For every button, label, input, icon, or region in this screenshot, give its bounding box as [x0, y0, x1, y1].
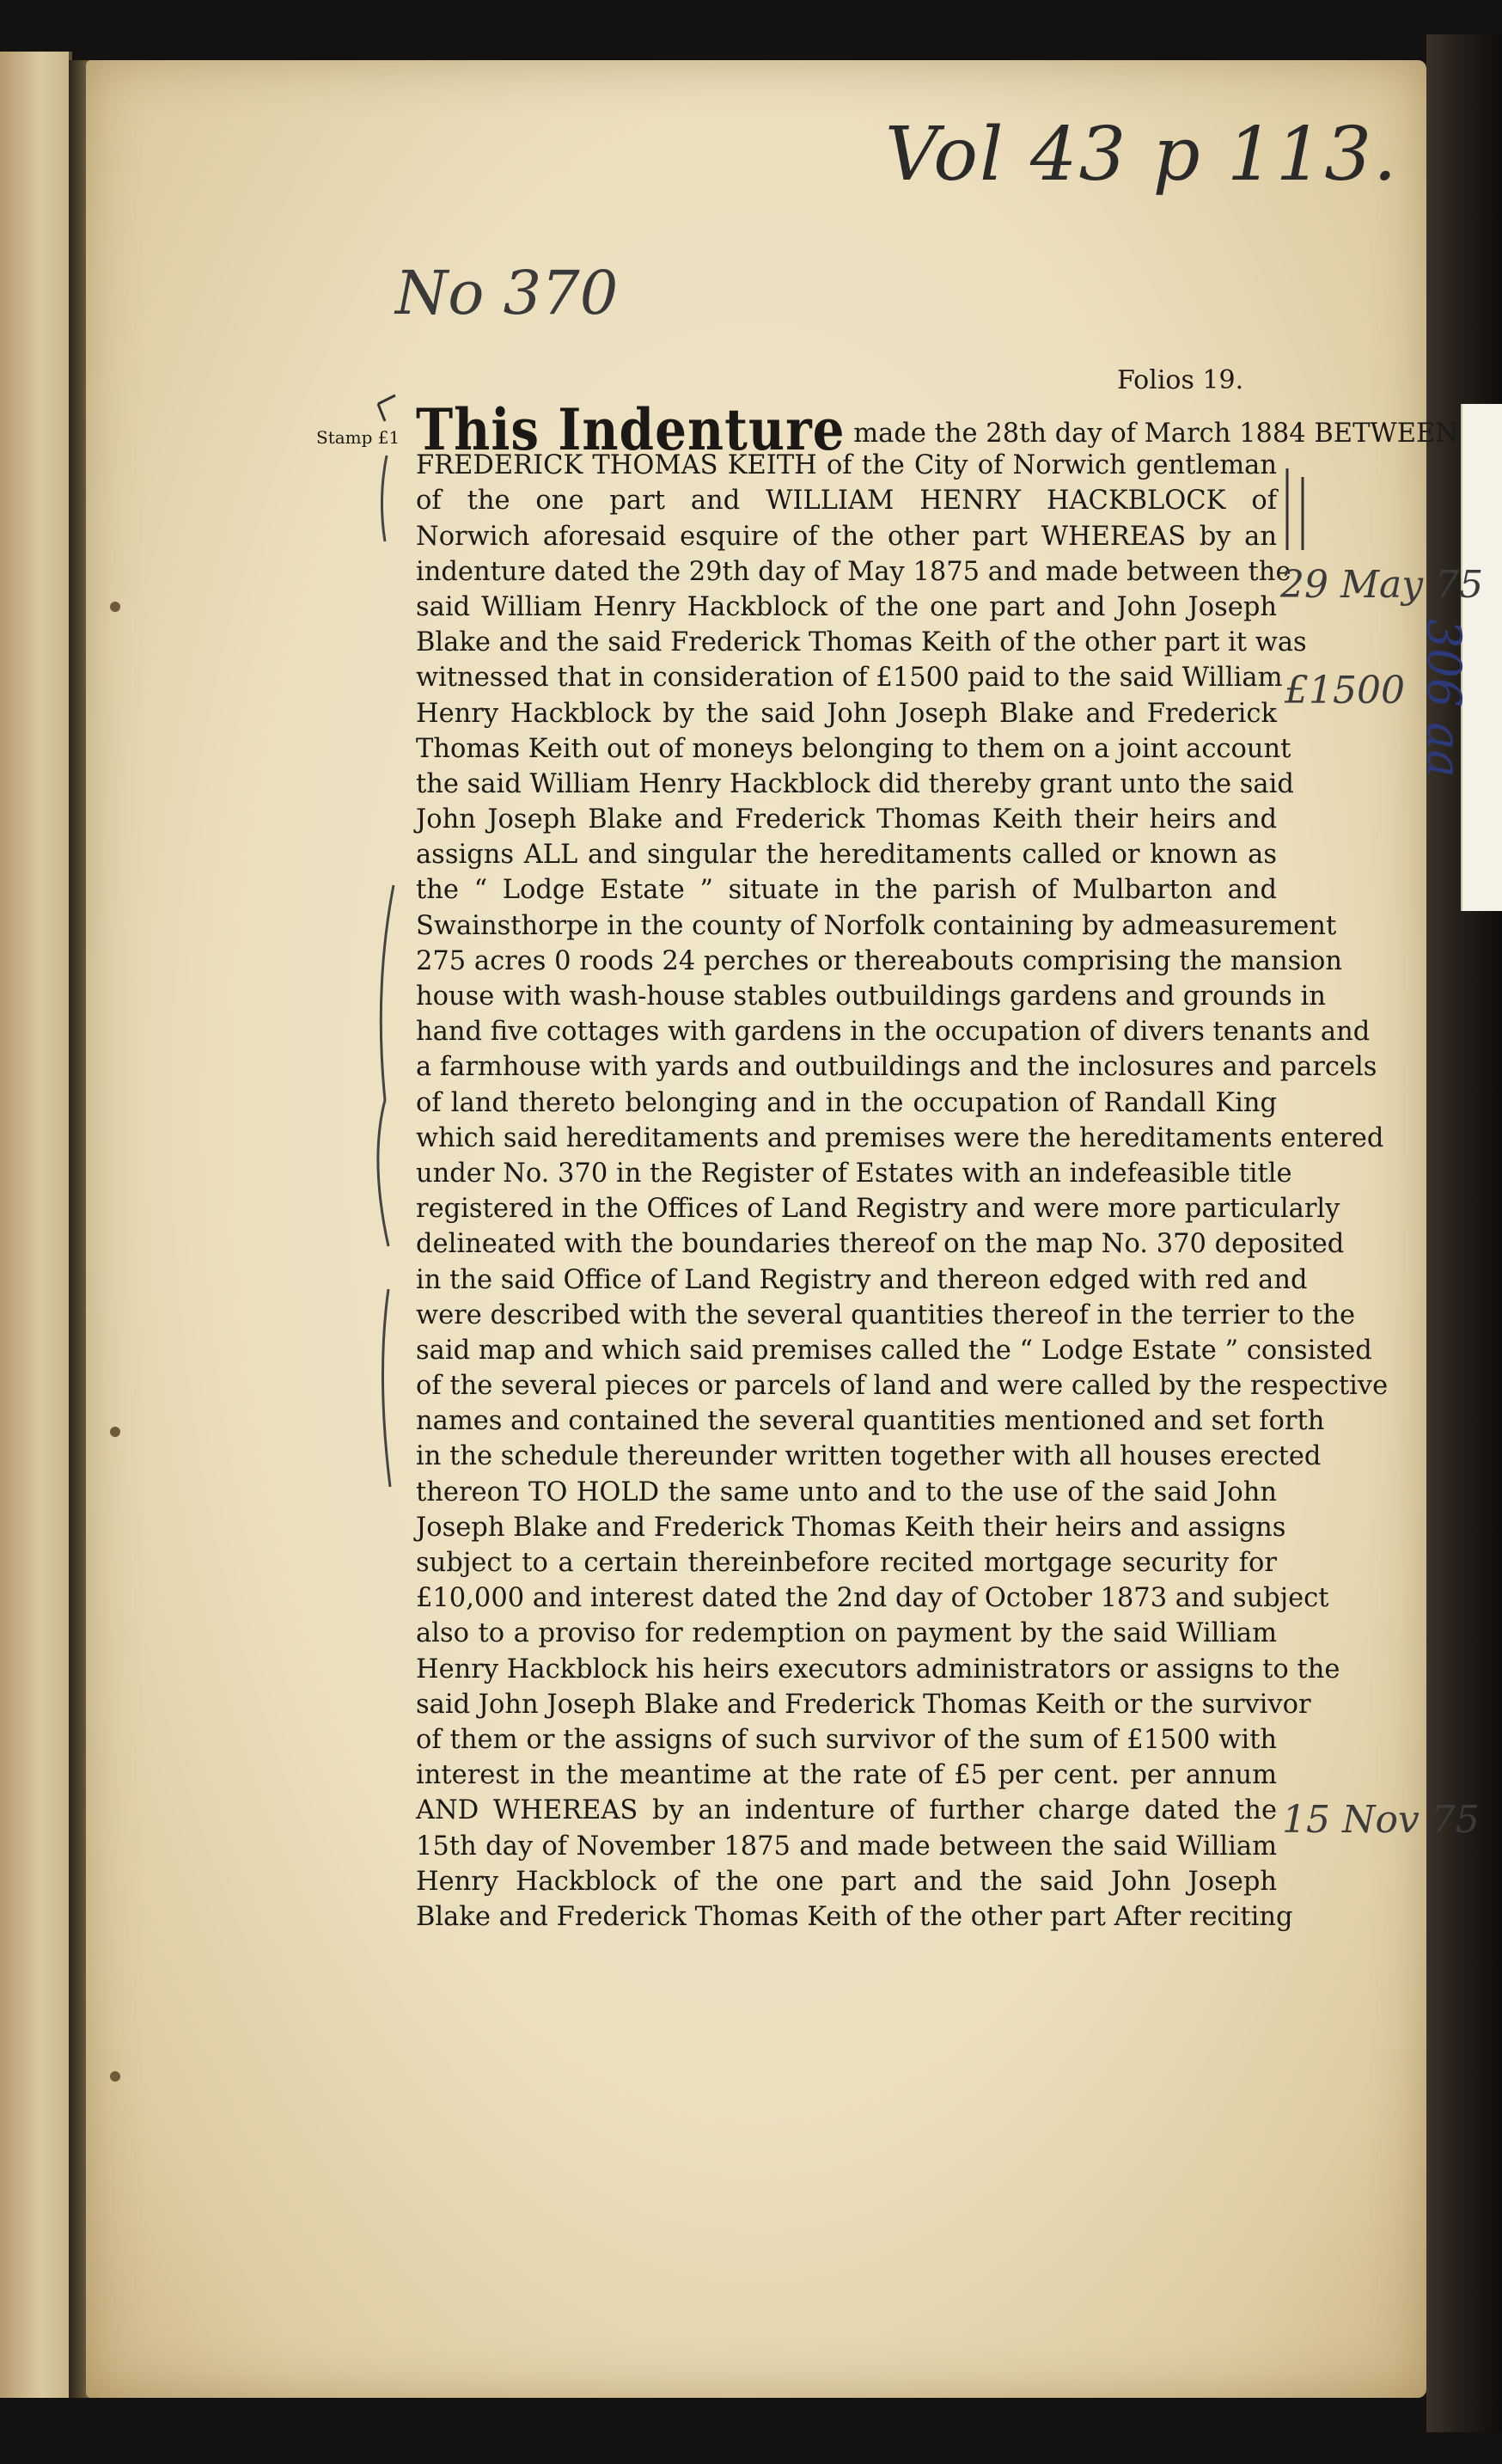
text-line-20: which said hereditaments and premises were the hereditaments entered [416, 1122, 1384, 1153]
margin-note-date-1875: 29 May 75 [1280, 563, 1484, 607]
text-line-27: of the several pieces or parcels of land and were called by the respective [416, 1371, 1389, 1402]
text-line-12: assigns ALL and singular the hereditaments called or known as [416, 840, 1277, 871]
text-line-3: Norwich aforesaid esquire of the other part WHEREAS by an [416, 521, 1277, 552]
text-line-30: thereon TO HOLD the same unto and to the use of the said John [416, 1477, 1277, 1507]
margin-bracket [1280, 464, 1315, 559]
text-line-26: said map and which said premises called the “ Lodge Estate ” consisted [416, 1335, 1372, 1366]
text-line-42: Blake and Frederick Thomas Keith of the other part After reciting [416, 1901, 1293, 1932]
margin-brace [378, 885, 394, 1246]
text-line-21: under No. 370 in the Register of Estates with an indefeasible title [416, 1158, 1292, 1189]
opening-words: This Indenture [416, 395, 846, 464]
text-line-6: Blake and the said Frederick Thomas Keith of the other part it was [416, 627, 1307, 658]
text-line-23: delineated with the boundaries thereof on the map No. 370 deposited [416, 1229, 1345, 1260]
text-line-4: indenture dated the 29th day of May 1875 and made between the [416, 556, 1291, 587]
tick-mark [378, 395, 395, 421]
text-line-19: of land thereto belonging and in the occupation of Randall King [416, 1087, 1277, 1118]
text-line-35: Henry Hackblock his heirs executors administrators or assigns to the [416, 1654, 1340, 1684]
text-line-31: Joseph Blake and Frederick Thomas Keith their heirs and assigns [416, 1512, 1286, 1543]
text-line-22: registered in the Offices of Land Registry and were more particularly [416, 1194, 1340, 1225]
text-line-9: Thomas Keith out of moneys belonging to them on a joint account [416, 733, 1291, 764]
text-line-40: 15th day of November 1875 and made between the said William [416, 1831, 1277, 1862]
register-number: No 370 [395, 258, 619, 328]
text-line-29: in the schedule thereunder written together with all houses erected [416, 1441, 1322, 1472]
text-line-28: names and contained the several quantities mentioned and set forth [416, 1406, 1325, 1437]
text-line-0: This Indenture made the 28th day of March 1884 BETWEEN [416, 395, 1458, 464]
text-line-14: Swainsthorpe in the county of Norfolk containing by admeasurement [416, 910, 1337, 941]
text-line-5: said William Henry Hackblock of the one part and John Joseph [416, 591, 1277, 622]
text-line-10: the said William Henry Hackblock did thereby grant unto the said [416, 768, 1294, 799]
text-line-36: said John Joseph Blake and Frederick Thomas Keith or the survivor [416, 1689, 1311, 1720]
text-line-25: were described with the several quantities thereof in the terrier to the [416, 1299, 1356, 1330]
text-line-13: the “ Lodge Estate ” situate in the parish of Mulbarton and [416, 875, 1277, 906]
margin-brace [382, 1289, 390, 1487]
folios-count: Folios 19. [1117, 365, 1244, 395]
text-line-32: subject to a certain thereinbefore recited mortgage security for [416, 1548, 1277, 1578]
volume-reference: Vol 43 p 113. [885, 112, 1399, 198]
slip-note: 306 aa [1417, 619, 1471, 778]
text-line-17: hand five cottages with gardens in the occupation of divers tenants and [416, 1017, 1371, 1048]
text-line-18: a farmhouse with yards and outbuildings and the inclosures and parcels [416, 1052, 1377, 1083]
text-line-16: house with wash-house stables outbuildings gardens and grounds in [416, 981, 1326, 1012]
binding-hole [110, 2071, 120, 2082]
text-line-41: Henry Hackblock of the one part and the said John Joseph [416, 1866, 1277, 1897]
facing-page-edge [0, 52, 72, 2398]
text-line-39: AND WHEREAS by an indenture of further charge dated the [416, 1795, 1277, 1826]
text-line-37: of them or the assigns of such survivor of the sum of £1500 with [416, 1724, 1277, 1755]
margin-note-amount: £1500 [1285, 669, 1405, 712]
text-line-2: of the one part and WILLIAM HENRY HACKBLOCK of [416, 486, 1277, 517]
stamp-duty: Stamp £1 [316, 427, 400, 448]
bracket-stroke [1287, 468, 1303, 550]
text-line-11: John Joseph Blake and Frederick Thomas Keith their heirs and [416, 804, 1277, 835]
text-line-34: also to a proviso for redemption on payment by the said William [416, 1618, 1277, 1649]
text-line-1: FREDERICK THOMAS KEITH of the City of Norwich gentleman [416, 450, 1277, 481]
text-line-38: interest in the meantime at the rate of £5 per cent. per annum [416, 1760, 1277, 1791]
text-line-24: in the said Office of Land Registry and thereon edged with red and [416, 1264, 1308, 1295]
margin-note-date-nov-1875: 15 Nov 75 [1282, 1798, 1480, 1842]
binding-hole [110, 1427, 120, 1437]
book-spine [1426, 34, 1502, 2432]
text-line-8: Henry Hackblock by the said John Joseph Blake and Frederick [416, 698, 1277, 729]
text-line-15: 275 acres 0 roods 24 perches or thereabouts comprising the mansion [416, 945, 1343, 976]
text-line-33: £10,000 and interest dated the 2nd day of October 1873 and subject [416, 1583, 1329, 1614]
pencil-marks [344, 387, 447, 1530]
margin-stroke [382, 456, 387, 541]
binding-hole [110, 602, 120, 612]
text-line-7: witnessed that in consideration of £1500 paid to the said William [416, 663, 1283, 694]
